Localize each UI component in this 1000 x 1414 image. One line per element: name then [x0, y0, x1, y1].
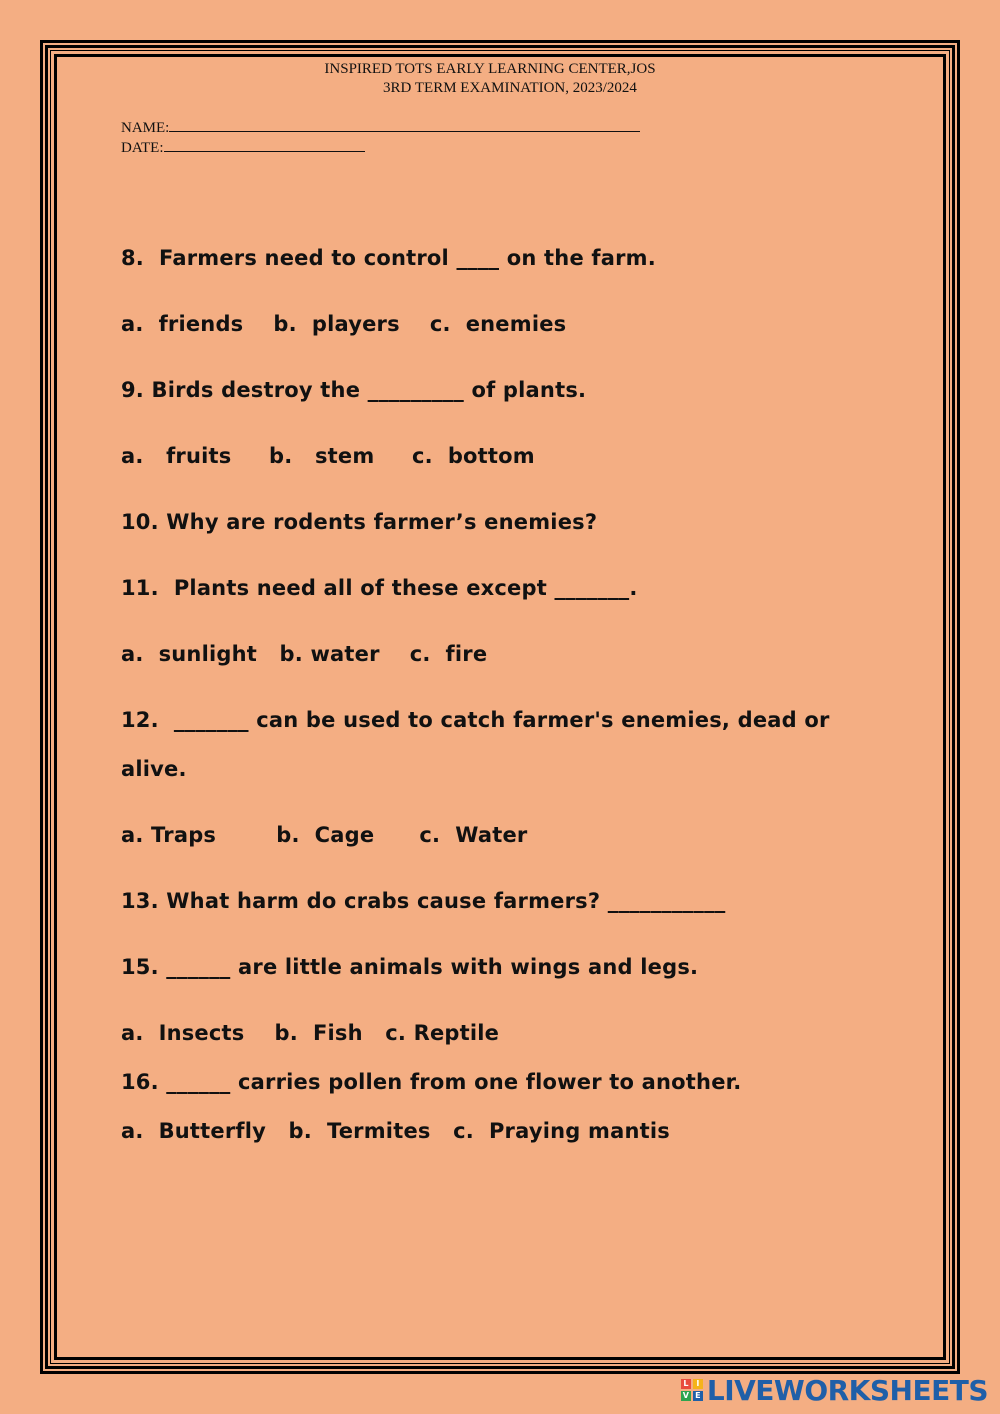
question-9-options[interactable]: a. fruits b. stem c. bottom	[121, 444, 535, 468]
question-12-continued: alive.	[121, 757, 187, 781]
question-15-options[interactable]: a. Insects b. Fish c. Reptile	[121, 1021, 500, 1045]
name-blank[interactable]	[169, 118, 640, 132]
date-field[interactable]	[121, 138, 365, 157]
name-field[interactable]	[121, 118, 640, 137]
logo-block-e: E	[693, 1391, 703, 1401]
question-8: 8. Farmers need to control ____ on the farm.	[121, 246, 656, 270]
question-12-options[interactable]: a. Traps b. Cage c. Water	[121, 823, 528, 847]
question-16: 16. ______ carries pollen from one flower to another.	[121, 1070, 742, 1094]
date-label: DATE:	[121, 140, 164, 156]
liveworksheets-logo-icon	[681, 1379, 703, 1401]
question-13: 13. What harm do crabs cause farmers? ___________	[121, 889, 726, 913]
liveworksheets-brand[interactable]	[681, 1372, 988, 1408]
date-blank[interactable]	[164, 138, 365, 152]
question-9: 9. Birds destroy the _________ of plants.	[121, 378, 587, 402]
logo-block-v: V	[682, 1391, 689, 1400]
exam-title: 3RD TERM EXAMINATION, 2023/2024	[383, 80, 637, 96]
question-10: 10. Why are rodents farmer’s enemies?	[121, 510, 598, 534]
question-8-options[interactable]: a. friends b. players c. enemies	[121, 312, 567, 336]
question-15: 15. ______ are little animals with wings and legs.	[121, 955, 699, 979]
question-12: 12. _______ can be used to catch farmer's enemies, dead or	[121, 708, 830, 732]
logo-block-l: L	[681, 1379, 691, 1389]
logo-block-i: I	[693, 1379, 703, 1389]
brand-name: LIVEWORKSHEETS	[706, 1373, 988, 1407]
question-11-options[interactable]: a. sunlight b. water c. fire	[121, 642, 488, 666]
question-11: 11. Plants need all of these except _______.	[121, 576, 638, 600]
question-16-options[interactable]: a. Butterfly b. Termites c. Praying mantis	[121, 1119, 670, 1143]
school-name: INSPIRED TOTS EARLY LEARNING CENTER,JOS	[324, 61, 656, 77]
name-label: NAME:	[121, 120, 170, 136]
